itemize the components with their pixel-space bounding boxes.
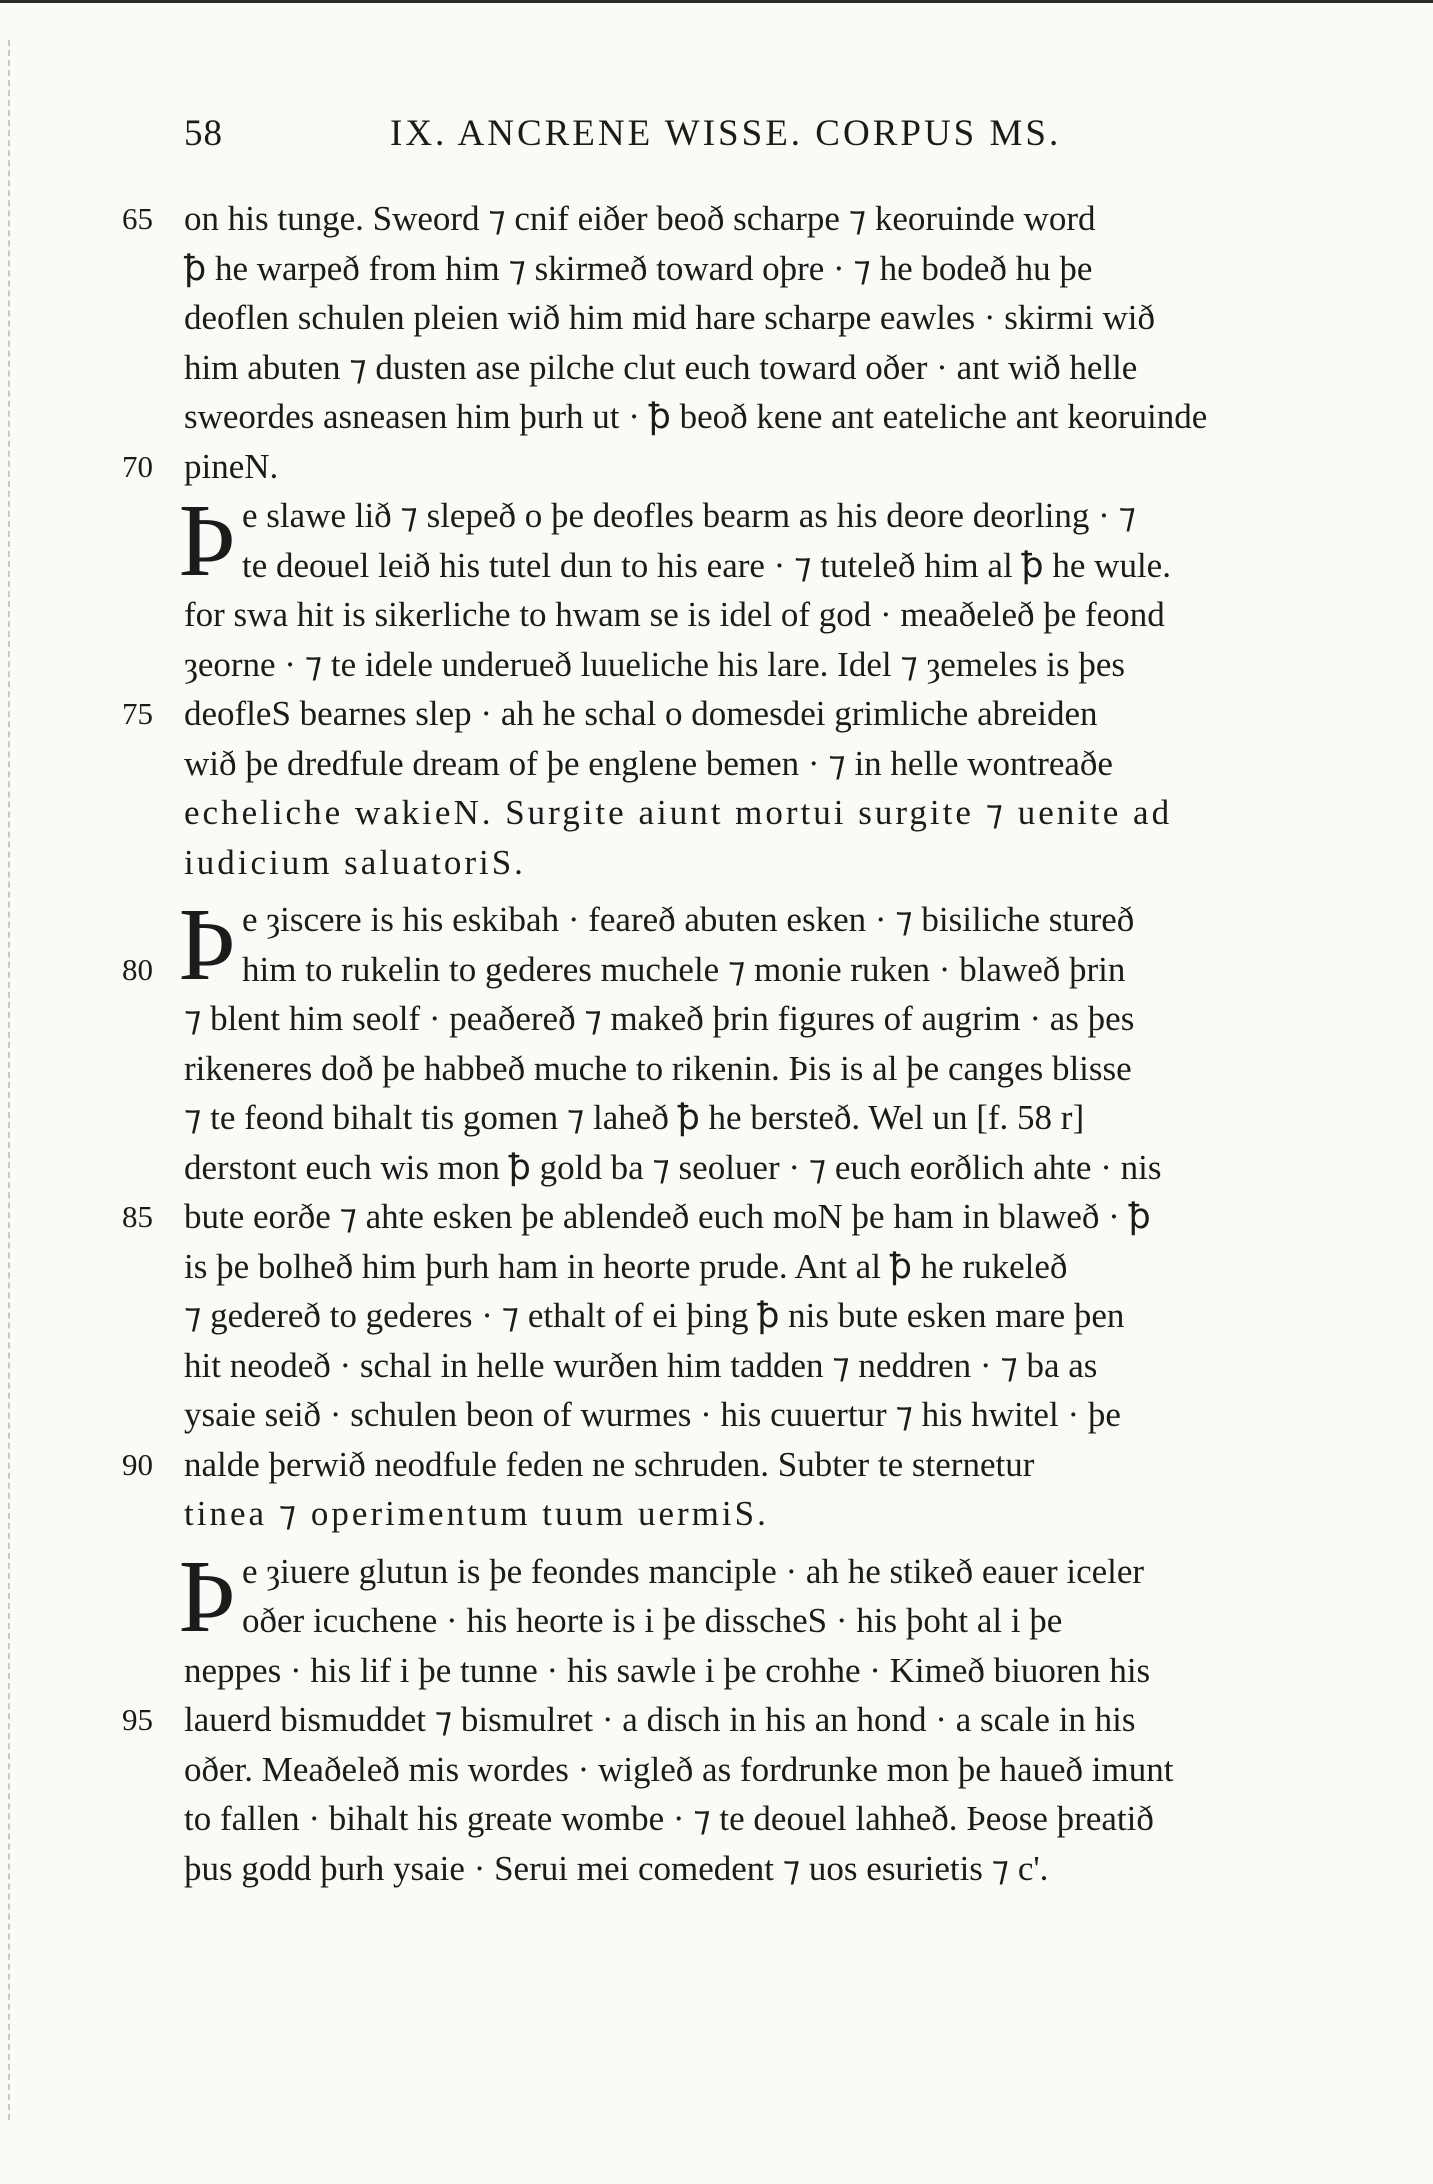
line-text: ⁊ te feond bihalt tis gomen ⁊ laheð ꝥ he bersteð. Wel un [f. 58 r] [184,1098,1085,1137]
text-block [122,194,1344,1893]
text-line [184,343,1344,393]
text-line [122,945,1344,995]
text-line [184,838,1344,888]
text-line [184,739,1344,789]
line-text: rikeneres doð þe habbeð muche to rikenin. Þis is al þe canges blisse [184,1048,1132,1088]
line-text: neppes · his lif i þe tunne · his sawle i þe crohhe · Kimeð biuoren his [184,1650,1151,1690]
margin-edge [8,40,10,2120]
text-line [122,442,1344,492]
line-text: tinea ⁊ operimentum tuum uermiS. [184,1494,769,1533]
line-text: ysaie seið · schulen beon of wurmes · his cuuertur ⁊ his hwitel · þe [184,1395,1121,1434]
text-line [184,1794,1344,1844]
text-line [184,1143,1344,1193]
line-text: ȝeorne · ⁊ te idele underueð luueliche his lare. Idel ⁊ ȝemeles is þes [184,644,1125,684]
line-text: wið þe dredfule dream of þe englene bemen · ⁊ in helle wontreaðe [184,743,1113,783]
line-text: is þe bolheð him þurh ham in heorte prude. Ant al ꝥ he rukeleð [184,1246,1068,1286]
line-text: on his tunge. Sweord ⁊ cnif eiðer beoð scharpe ⁊ keoruinde word [184,199,1096,238]
text-line [184,244,1344,294]
text-line [184,1044,1344,1094]
text-line [184,640,1344,690]
line-text: to fallen · bihalt his greate wombe · ⁊ te deouel lahheð. Þeose þreatið [184,1799,1154,1838]
text-line [184,1093,1344,1143]
top-edge-rule [0,0,1433,3]
text-line [184,293,1344,343]
text-line [122,1695,1344,1745]
paragraph-gap [184,887,1344,895]
line-text: him to rukelin to gederes muchele ⁊ monie ruken · blaweð þrin [242,949,1126,989]
text-line [184,1844,1344,1894]
line-number: 80 [122,951,153,987]
line-text: ⁊ gedereð to gederes · ⁊ ethalt of ei þing ꝥ nis bute esken mare þen [184,1296,1125,1335]
line-text: deoflen schulen pleien wið him mid hare scharpe eawles · skirmi wið [184,298,1155,337]
line-text: echeliche wakieN. Surgite aiunt mortui surgite ⁊ uenite ad [184,793,1173,832]
text-line [184,1646,1344,1696]
line-text: derstont euch wis mon ꝥ gold ba ⁊ seoluer · ⁊ euch eorðlich ahte · nis [184,1147,1162,1187]
line-text: þus godd þurh ysaie · Serui mei comedent ⁊ uos esurietis ⁊ c'. [184,1848,1049,1888]
text-line [184,1341,1344,1391]
line-text: pineN. [184,446,279,486]
line-text: e ȝiuere glutun is þe feondes manciple · ah he stikeð eauer iceler [242,1551,1145,1591]
text-line [184,788,1344,838]
text-line [184,1291,1344,1341]
page-header [184,112,1344,172]
line-text: e ȝiscere is his eskibah · feareð abuten esken · ⁊ bisiliche stureð [242,900,1135,939]
text-line [184,1745,1344,1795]
text-line [184,590,1344,640]
drop-cap: Þ [178,483,236,598]
paragraph-gap [184,1539,1344,1547]
line-text: e slawe lið ⁊ slepeð o þe deofles bearm as his deore deorling · ⁊ [242,496,1136,535]
text-line [122,194,1344,244]
line-number: 95 [122,1702,153,1737]
line-text: hit neodeð · schal in helle wurðen him tadden ⁊ neddren · ⁊ ba as [184,1345,1098,1385]
line-number: 75 [122,696,153,731]
text-line [184,392,1344,442]
text-line [184,1489,1344,1539]
text-line [122,1192,1344,1242]
text-line [184,1596,1344,1646]
text-line [122,689,1344,739]
text-line [122,1440,1344,1490]
text-line [184,1242,1344,1292]
line-text: oðer. Meaðeleð mis wordes · wigleð as fordrunke mon þe haueð imunt [184,1749,1174,1789]
line-text: ⁊ blent him seolf · peaðereð ⁊ makeð þrin figures of augrim · as þes [184,999,1135,1038]
text-line [184,994,1344,1044]
line-text: lauerd bismuddet ⁊ bismulret · a disch in his an hond · a scale in his [184,1700,1136,1739]
line-text: oðer icuchene · his heorte is i þe disscheS · his þoht al i þe [242,1601,1063,1640]
drop-cap: Þ [178,1538,236,1654]
line-text: him abuten ⁊ dusten ase pilche clut euch toward oðer · ant wið helle [184,347,1138,387]
running-title: IX. ANCRENE WISSE. CORPUS MS. [390,113,1062,154]
line-text: te deouel leið his tutel dun to his eare · ⁊ tuteleð him al ꝥ he wule. [242,545,1171,585]
line-text: for swa hit is sikerliche to hwam se is idel of god · meaðeleð þe feond [184,595,1165,634]
line-text: deofleS bearnes slep · ah he schal o domesdei grimliche abreiden [184,694,1098,733]
line-number: 85 [122,1199,153,1234]
text-line [184,1390,1344,1440]
line-text: iudicium saluatoriS. [184,842,526,882]
line-text: bute eorðe ⁊ ahte esken þe ablendeð euch moN þe ham in blaweð · ꝥ [184,1197,1151,1236]
line-number: 90 [122,1446,153,1482]
page-number: 58 [184,113,223,154]
line-text: nalde þerwið neodfule feden ne schruden. Subter te sternetur [184,1444,1035,1484]
text-line [184,541,1344,591]
line-text: sweordes asneasen him þurh ut · ꝥ beoð kene ant eateliche ant keoruinde [184,397,1208,436]
line-text: ꝥ he warpeð from him ⁊ skirmeð toward oþre · ⁊ he bodeð hu þe [184,248,1093,288]
drop-cap: Þ [178,887,236,1002]
line-number: 65 [122,201,153,236]
line-number: 70 [122,448,153,484]
